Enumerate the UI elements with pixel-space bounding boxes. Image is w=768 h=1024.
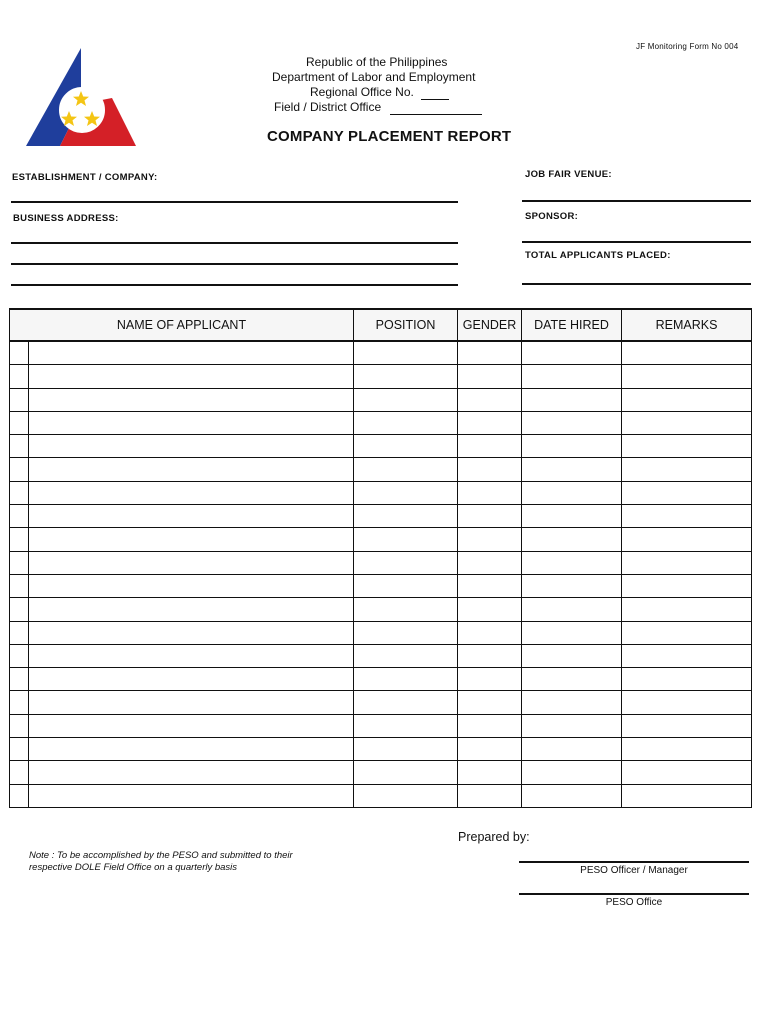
name-cell[interactable] [29, 388, 354, 411]
gender-cell[interactable] [458, 761, 522, 784]
remarks-cell[interactable] [622, 551, 752, 574]
gender-cell[interactable] [458, 388, 522, 411]
remarks-cell[interactable] [622, 481, 752, 504]
row-number-cell[interactable] [10, 551, 29, 574]
name-cell[interactable] [29, 644, 354, 667]
row-number-cell[interactable] [10, 458, 29, 481]
remarks-cell[interactable] [622, 668, 752, 691]
row-number-cell[interactable] [10, 411, 29, 434]
remarks-cell[interactable] [622, 365, 752, 388]
job-fair-venue-field[interactable] [522, 200, 751, 202]
row-number-cell[interactable] [10, 388, 29, 411]
gender-cell[interactable] [458, 784, 522, 807]
row-number-cell[interactable] [10, 528, 29, 551]
date-hired-cell[interactable] [522, 365, 622, 388]
position-cell[interactable] [354, 551, 458, 574]
date-hired-cell[interactable] [522, 574, 622, 597]
date-hired-cell[interactable] [522, 411, 622, 434]
gender-cell[interactable] [458, 435, 522, 458]
position-cell[interactable] [354, 738, 458, 761]
row-number-cell[interactable] [10, 714, 29, 737]
remarks-cell[interactable] [622, 505, 752, 528]
gender-cell[interactable] [458, 458, 522, 481]
establishment-label: ESTABLISHMENT / COMPANY: [12, 172, 158, 183]
table-row [10, 365, 752, 388]
business-address-label: BUSINESS ADDRESS: [13, 213, 119, 224]
table-row [10, 528, 752, 551]
header-department: Department of Labor and Employment [272, 70, 476, 84]
remarks-cell[interactable] [622, 761, 752, 784]
name-cell[interactable] [29, 505, 354, 528]
name-cell[interactable] [29, 435, 354, 458]
establishment-field[interactable] [11, 201, 458, 203]
gender-cell[interactable] [458, 598, 522, 621]
gender-cell[interactable] [458, 528, 522, 551]
remarks-cell[interactable] [622, 458, 752, 481]
row-number-cell[interactable] [10, 365, 29, 388]
table-row [10, 644, 752, 667]
position-cell[interactable] [354, 365, 458, 388]
row-number-cell[interactable] [10, 738, 29, 761]
position-cell[interactable] [354, 784, 458, 807]
row-number-cell[interactable] [10, 761, 29, 784]
table-row [10, 341, 752, 365]
gender-cell[interactable] [458, 481, 522, 504]
position-cell[interactable] [354, 435, 458, 458]
date-hired-cell[interactable] [522, 528, 622, 551]
position-cell[interactable] [354, 458, 458, 481]
col-header-gender: GENDER [458, 309, 522, 341]
position-cell[interactable] [354, 621, 458, 644]
row-number-cell[interactable] [10, 784, 29, 807]
remarks-cell[interactable] [622, 598, 752, 621]
col-header-position: POSITION [354, 309, 458, 341]
date-hired-cell[interactable] [522, 598, 622, 621]
position-cell[interactable] [354, 388, 458, 411]
position-cell[interactable] [354, 341, 458, 365]
total-applicants-label: TOTAL APPLICANTS PLACED: [525, 250, 671, 261]
name-cell[interactable] [29, 761, 354, 784]
business-address-field-1[interactable] [11, 242, 458, 244]
name-cell[interactable] [29, 341, 354, 365]
table-row [10, 784, 752, 807]
gender-cell[interactable] [458, 738, 522, 761]
table-row [10, 691, 752, 714]
date-hired-cell[interactable] [522, 458, 622, 481]
gender-cell[interactable] [458, 714, 522, 737]
remarks-cell[interactable] [622, 341, 752, 365]
position-cell[interactable] [354, 598, 458, 621]
name-cell[interactable] [29, 691, 354, 714]
date-hired-cell[interactable] [522, 761, 622, 784]
name-cell[interactable] [29, 714, 354, 737]
row-number-cell[interactable] [10, 341, 29, 365]
table-row [10, 458, 752, 481]
table-row [10, 621, 752, 644]
position-cell[interactable] [354, 691, 458, 714]
gender-cell[interactable] [458, 551, 522, 574]
table-row [10, 668, 752, 691]
row-number-cell[interactable] [10, 621, 29, 644]
gender-cell[interactable] [458, 691, 522, 714]
name-cell[interactable] [29, 551, 354, 574]
date-hired-cell[interactable] [522, 481, 622, 504]
sponsor-label: SPONSOR: [525, 211, 579, 222]
remarks-cell[interactable] [622, 644, 752, 667]
business-address-field-2[interactable] [11, 263, 458, 265]
gender-cell[interactable] [458, 341, 522, 365]
placement-table [9, 308, 752, 808]
col-header-name: NAME OF APPLICANT [10, 309, 354, 341]
date-hired-cell[interactable] [522, 551, 622, 574]
form-number: JF Monitoring Form No 004 [636, 42, 739, 51]
table-row [10, 574, 752, 597]
note-text: Note : To be accomplished by the PESO and submitted to their respective DOLE Field Office on a quarterly basis [29, 850, 293, 873]
page-title: COMPANY PLACEMENT REPORT [267, 128, 512, 145]
position-cell[interactable] [354, 528, 458, 551]
name-cell[interactable] [29, 784, 354, 807]
table-row [10, 505, 752, 528]
gender-cell[interactable] [458, 644, 522, 667]
name-cell[interactable] [29, 528, 354, 551]
table-header-row [10, 309, 752, 341]
gender-cell[interactable] [458, 411, 522, 434]
field-office-blank[interactable] [390, 114, 482, 115]
date-hired-cell[interactable] [522, 714, 622, 737]
remarks-cell[interactable] [622, 435, 752, 458]
name-cell[interactable] [29, 621, 354, 644]
position-cell[interactable] [354, 411, 458, 434]
header-regional-office: Regional Office No. [310, 85, 449, 100]
date-hired-cell[interactable] [522, 621, 622, 644]
name-cell[interactable] [29, 738, 354, 761]
position-cell[interactable] [354, 644, 458, 667]
gender-cell[interactable] [458, 505, 522, 528]
remarks-cell[interactable] [622, 621, 752, 644]
peso-office-signature-line[interactable] [519, 893, 749, 895]
row-number-cell[interactable] [10, 644, 29, 667]
date-hired-cell[interactable] [522, 505, 622, 528]
name-cell[interactable] [29, 574, 354, 597]
name-cell[interactable] [29, 668, 354, 691]
remarks-cell[interactable] [622, 411, 752, 434]
gender-cell[interactable] [458, 668, 522, 691]
col-header-remarks: REMARKS [622, 309, 752, 341]
gender-cell[interactable] [458, 574, 522, 597]
row-number-cell[interactable] [10, 598, 29, 621]
position-cell[interactable] [354, 668, 458, 691]
remarks-cell[interactable] [622, 691, 752, 714]
date-hired-cell[interactable] [522, 691, 622, 714]
position-cell[interactable] [354, 574, 458, 597]
remarks-cell[interactable] [622, 784, 752, 807]
dole-logo [24, 46, 138, 148]
peso-officer-caption: PESO Officer / Manager [580, 865, 688, 876]
header-republic: Republic of the Philippines [306, 55, 448, 69]
job-fair-venue-label: JOB FAIR VENUE: [525, 169, 612, 180]
table-row [10, 481, 752, 504]
remarks-cell[interactable] [622, 388, 752, 411]
sponsor-field[interactable] [522, 241, 751, 243]
row-number-cell[interactable] [10, 435, 29, 458]
table-row [10, 738, 752, 761]
row-number-cell[interactable] [10, 691, 29, 714]
date-hired-cell[interactable] [522, 784, 622, 807]
prepared-by-label: Prepared by: [458, 830, 530, 844]
row-number-cell[interactable] [10, 505, 29, 528]
name-cell[interactable] [29, 481, 354, 504]
row-number-cell[interactable] [10, 668, 29, 691]
gender-cell[interactable] [458, 621, 522, 644]
date-hired-cell[interactable] [522, 738, 622, 761]
table-row [10, 551, 752, 574]
position-cell[interactable] [354, 481, 458, 504]
name-cell[interactable] [29, 458, 354, 481]
position-cell[interactable] [354, 761, 458, 784]
peso-office-caption: PESO Office [605, 897, 663, 908]
date-hired-cell[interactable] [522, 388, 622, 411]
table-row [10, 761, 752, 784]
col-header-date-hired: DATE HIRED [522, 309, 622, 341]
remarks-cell[interactable] [622, 738, 752, 761]
row-number-cell[interactable] [10, 481, 29, 504]
date-hired-cell[interactable] [522, 341, 622, 365]
remarks-cell[interactable] [622, 574, 752, 597]
date-hired-cell[interactable] [522, 644, 622, 667]
header-field-office: Field / District Office [274, 100, 482, 115]
name-cell[interactable] [29, 365, 354, 388]
row-number-cell[interactable] [10, 574, 29, 597]
table-row [10, 598, 752, 621]
table-row [10, 388, 752, 411]
position-cell[interactable] [354, 714, 458, 737]
table-row [10, 714, 752, 737]
remarks-cell[interactable] [622, 714, 752, 737]
table-row [10, 411, 752, 434]
business-address-field-3[interactable] [11, 284, 458, 286]
table-row [10, 435, 752, 458]
total-applicants-field[interactable] [522, 283, 751, 285]
name-cell[interactable] [29, 411, 354, 434]
peso-officer-signature-line[interactable] [519, 861, 749, 863]
date-hired-cell[interactable] [522, 435, 622, 458]
name-cell[interactable] [29, 598, 354, 621]
gender-cell[interactable] [458, 365, 522, 388]
position-cell[interactable] [354, 505, 458, 528]
remarks-cell[interactable] [622, 528, 752, 551]
date-hired-cell[interactable] [522, 668, 622, 691]
